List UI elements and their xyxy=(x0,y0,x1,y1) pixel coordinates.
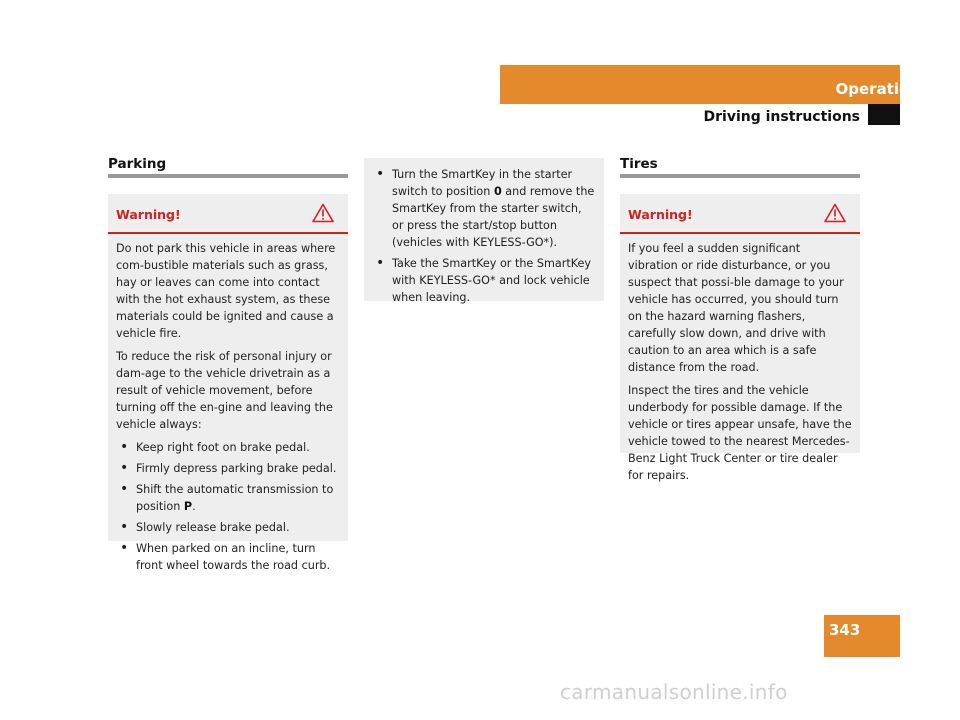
parking-continuation-box xyxy=(364,158,604,304)
tires-heading-rule xyxy=(620,174,860,178)
warning-paragraph: Do not park this vehicle in areas where com-bustible materials such as grass, hay or leaves can come into contact with the hot exhaust system, as these materials could be ignited and cause a vehicle fire. xyxy=(116,242,336,340)
warning-header xyxy=(620,194,860,234)
tires-warning-box xyxy=(620,194,860,482)
parking-warning-box xyxy=(108,194,348,572)
page-number-badge xyxy=(824,615,900,657)
list-item: • Slowly release brake pedal. xyxy=(116,519,340,536)
list-item: • Take the SmartKey or the SmartKey with KEYLESS-GO* and lock vehicle when leaving. xyxy=(372,255,596,306)
list-item-text-end: and remove the SmartKey from the starter switch, or press the start/stop button (vehicles with KEYLESS-GO*). xyxy=(392,185,595,249)
switch-position-0: 0 xyxy=(493,185,502,198)
tires-heading: Tires xyxy=(620,156,658,172)
list-item: • When parked on an incline, turn front wheel towards the road curb. xyxy=(116,540,340,574)
page-number: 343 xyxy=(829,621,861,639)
warning-label: Warning! xyxy=(116,207,181,222)
warning-triangle-icon xyxy=(824,203,846,223)
list-item-text: Turn the SmartKey in the starter switch to position xyxy=(392,168,573,198)
list-item: • Firmly depress parking brake pedal. xyxy=(116,460,340,477)
parking-heading-rule xyxy=(108,174,348,178)
warning-bullet-list xyxy=(116,439,340,574)
header-marker-block xyxy=(868,104,900,125)
list-item-text: Shift the automatic transmission to position xyxy=(136,483,334,513)
parking-heading: Parking xyxy=(108,156,167,172)
watermark-text: carmanualsonline.info xyxy=(560,680,788,704)
continuation-bullet-list xyxy=(372,166,596,306)
list-item xyxy=(116,481,340,515)
list-item xyxy=(372,166,596,251)
list-item-text-end: . xyxy=(192,500,196,513)
continuation-body xyxy=(364,158,604,318)
warning-paragraph: To reduce the risk of personal injury or dam-age to the vehicle drivetrain as a result of vehicle movement, before turning off the en-gine and leaving the vehicle always: xyxy=(116,350,333,431)
warning-header xyxy=(108,194,348,234)
subsection-title: Driving instructions xyxy=(703,109,860,125)
section-title: Operation xyxy=(835,80,920,98)
warning-triangle-icon xyxy=(312,203,334,223)
warning-body xyxy=(620,234,860,498)
warning-label: Warning! xyxy=(628,207,693,222)
warning-paragraph: If you feel a sudden significant vibration or ride disturbance, or you suspect that possi-ble damage to your vehicle has occurred, you should turn on the hazard warning flashers, carefully slow down, and drive with caution to an area which is a safe distance from the road. xyxy=(628,242,844,374)
warning-paragraph: Inspect the tires and the vehicle underbody for possible damage. If the vehicle or tires appear unsafe, have the vehicle towed to the nearest Mercedes-Benz Light Truck Center or tire dealer for repairs. xyxy=(628,384,852,482)
warning-body xyxy=(108,234,348,586)
list-item: • Keep right foot on brake pedal. xyxy=(116,439,340,456)
gear-position-p: P xyxy=(183,500,193,513)
